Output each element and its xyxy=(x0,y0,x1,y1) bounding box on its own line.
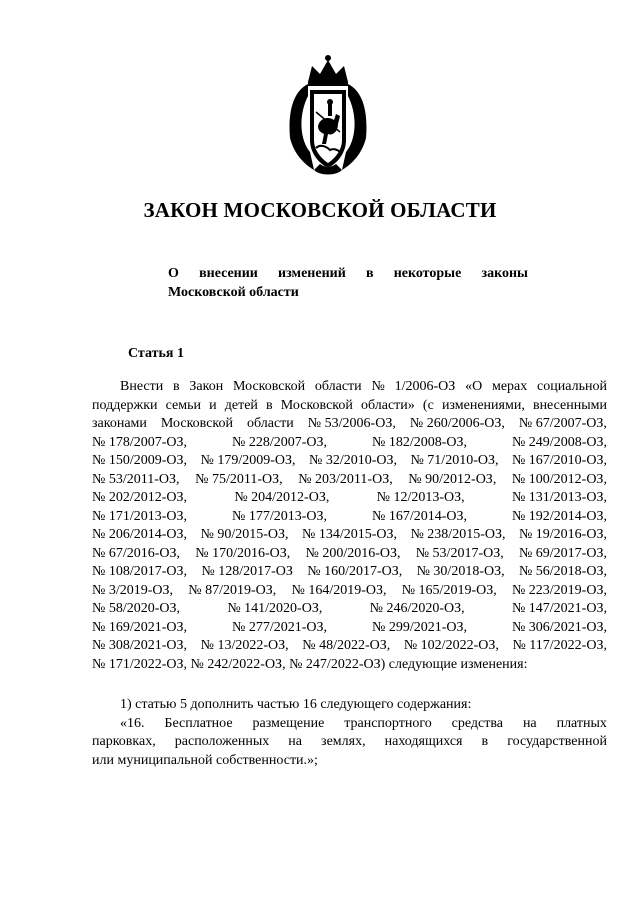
paragraph-1-line xyxy=(92,545,607,564)
paragraph-1-word: 1/2006-ОЗ xyxy=(394,379,456,394)
article-body xyxy=(92,378,607,770)
paragraph-1-word: № 147/2021-ОЗ, xyxy=(511,601,607,616)
paragraph-1-word: № 90/2012-ОЗ, xyxy=(408,471,497,487)
subtitle-line-1 xyxy=(168,264,528,283)
paragraph-1-word: (с xyxy=(422,397,434,413)
paragraph-1-word: в xyxy=(266,397,273,413)
paragraph-1-line xyxy=(92,508,607,527)
paragraph-1-word: № 179/2009-ОЗ, xyxy=(200,453,296,468)
quote-word: расположенных xyxy=(174,734,270,749)
paragraph-1-word: № 108/2017-ОЗ, xyxy=(92,564,188,579)
paragraph-1-word: № 249/2008-ОЗ, xyxy=(511,434,607,450)
paragraph-1-line xyxy=(92,397,607,416)
quote-line xyxy=(92,733,607,752)
paragraph-1-word: № 141/2020-ОЗ, xyxy=(227,601,323,616)
paragraph-1-line xyxy=(92,619,607,638)
paragraph-1-word: № 204/2012-ОЗ, xyxy=(234,490,330,505)
quote-line xyxy=(92,715,607,734)
paragraph-1-word: № 170/2016-ОЗ, xyxy=(195,545,291,561)
paragraph-1-word: в xyxy=(173,379,180,394)
paragraph-1-word: поддержки xyxy=(92,397,158,413)
paragraph-1-word: № 178/2007-ОЗ, xyxy=(92,434,188,450)
paragraph-1 xyxy=(92,378,607,656)
paragraph-1-word: № 223/2019-ОЗ, xyxy=(511,582,607,598)
quote-word: размещение xyxy=(252,715,325,731)
subtitle-word: О xyxy=(168,266,179,281)
paragraph-1-word: № 200/2016-ОЗ, xyxy=(305,545,401,561)
paragraph-1-word: Московской xyxy=(233,379,306,394)
quote-word: в xyxy=(481,734,489,749)
paragraph-1-word: № 277/2021-ОЗ, xyxy=(231,619,328,635)
paragraph-1-word: № 128/2017-ОЗ xyxy=(201,564,293,579)
paragraph-1-word: № 53/2017-ОЗ, xyxy=(415,545,504,561)
subtitle-word: изменений xyxy=(278,266,346,281)
paragraph-1-word: № 203/2011-ОЗ, xyxy=(298,471,393,487)
paragraph-1-word: Московской xyxy=(280,397,353,413)
article-heading: Статья 1 xyxy=(128,346,184,361)
paragraph-1-line xyxy=(92,637,607,656)
paragraph-1-word: № 53/2006-ОЗ, xyxy=(307,416,396,431)
paragraph-1-word: № 90/2015-ОЗ, xyxy=(200,527,289,542)
paragraph-1-word: законами xyxy=(92,416,147,431)
paragraph-1-word: № 19/2016-ОЗ, xyxy=(518,527,607,542)
subtitle-word: внесении xyxy=(199,266,258,281)
paragraph-1-word: № 100/2012-ОЗ, xyxy=(511,471,607,487)
paragraph-1-line xyxy=(92,378,607,397)
quote-word: транспортного xyxy=(344,715,432,731)
paragraph-1-word: № 202/2012-ОЗ, xyxy=(92,490,188,505)
quote-word: на xyxy=(288,734,302,749)
subtitle-word: некоторые xyxy=(393,266,462,281)
paragraph-1-line xyxy=(92,489,607,508)
paragraph-1-word: № 67/2016-ОЗ, xyxy=(92,545,181,561)
paragraph-1-word: области xyxy=(314,379,362,394)
amendment-quote-last-line: или муниципальной собственности.»; xyxy=(92,752,318,768)
paragraph-1-word: № 87/2019-ОЗ, xyxy=(188,582,277,598)
paragraph-1-word: и xyxy=(209,397,217,413)
paragraph-1-word: № 192/2014-ОЗ, xyxy=(511,508,607,524)
paragraph-1-word: № 67/2007-ОЗ, xyxy=(518,416,607,431)
paragraph-1-word: № 182/2008-ОЗ, xyxy=(371,434,468,450)
paragraph-1-line xyxy=(92,526,607,545)
subtitle-word: в xyxy=(365,266,374,281)
quote-word: Бесплатное xyxy=(164,715,233,731)
quote-word: «16. xyxy=(120,715,145,731)
paragraph-1-word: № 30/2018-ОЗ, xyxy=(416,564,505,579)
paragraph-1-last-line: № 171/2022-ОЗ, № 242/2022-ОЗ, № 247/2022-ОЗ) следующие изменения: xyxy=(92,656,528,672)
paragraph-1-word: внесенными xyxy=(532,397,607,413)
paragraph-1-word: № 260/2006-ОЗ, xyxy=(409,416,505,431)
quote-word: парковках, xyxy=(92,734,156,749)
paragraph-1-word: № 299/2021-ОЗ, xyxy=(371,619,468,635)
paragraph-1-word: мерах xyxy=(491,379,528,394)
paragraph-1-line xyxy=(92,415,607,434)
paragraph-1-word: № 206/2014-ОЗ, xyxy=(92,527,188,542)
paragraph-1-word: изменениями, xyxy=(441,397,525,413)
paragraph-1-word: № 71/2010-ОЗ, xyxy=(410,453,499,468)
paragraph-1-line xyxy=(92,600,607,619)
paragraph-1-word: социальной xyxy=(537,379,607,394)
paragraph-1-word: детей xyxy=(224,397,258,413)
law-subtitle xyxy=(168,264,528,302)
paragraph-1-word: № 48/2022-ОЗ, xyxy=(302,638,391,653)
paragraph-1-word: № 238/2015-ОЗ, xyxy=(410,527,506,542)
paragraph-1-word: № 246/2020-ОЗ, xyxy=(369,601,465,616)
paragraph-1-word: № 131/2013-ОЗ, xyxy=(511,490,607,505)
paragraph-1-word: № 53/2011-ОЗ, xyxy=(92,471,180,487)
paragraph-1-word: № 32/2010-ОЗ, xyxy=(308,453,398,468)
paragraph-1-word: № 117/2022-ОЗ, xyxy=(512,638,607,653)
paragraph-1-word: № 75/2011-ОЗ, xyxy=(195,471,283,487)
paragraph-1-word: № 160/2017-ОЗ, xyxy=(307,564,403,579)
law-title: ЗАКОН МОСКОВСКОЙ ОБЛАСТИ xyxy=(143,198,497,222)
amendment-quote xyxy=(92,715,607,752)
paragraph-1-line xyxy=(92,582,607,601)
quote-word: на xyxy=(522,715,537,731)
paragraph-1-word: № 3/2019-ОЗ, xyxy=(92,582,174,598)
paragraph-1-word: № 171/2013-ОЗ, xyxy=(92,508,188,524)
paragraph-1-word: № 306/2021-ОЗ, xyxy=(511,619,607,635)
quote-word: землях, xyxy=(321,734,366,749)
paragraph-1-word: № 308/2021-ОЗ, xyxy=(92,638,188,653)
paragraph-1-line xyxy=(92,471,607,490)
paragraph-1-word: области» xyxy=(360,397,415,413)
paragraph-1-word: № 167/2014-ОЗ, xyxy=(371,508,468,524)
subtitle-word: законы xyxy=(481,266,528,281)
paragraph-1-word: Московской xyxy=(160,416,233,431)
paragraph-1-word: № 169/2021-ОЗ, xyxy=(92,619,188,635)
paragraph-1-word: № 102/2022-ОЗ, xyxy=(403,638,499,653)
paragraph-1-word: № 164/2019-ОЗ, xyxy=(291,582,387,598)
paragraph-1-word: области xyxy=(246,416,294,431)
paragraph-1-word: № 177/2013-ОЗ, xyxy=(231,508,328,524)
subtitle-line-2: Московской области xyxy=(168,285,299,300)
paragraph-1-word: Внести xyxy=(120,379,164,394)
quote-word: находящихся xyxy=(384,734,463,749)
paragraph-1-line xyxy=(92,563,607,582)
paragraph-1-word: Закон xyxy=(189,379,224,394)
paragraph-1-word: семьи xyxy=(165,397,201,413)
quote-word: платных xyxy=(556,715,607,731)
paragraph-1-word: № 134/2015-ОЗ, xyxy=(301,527,398,542)
paragraph-1-word: № 13/2022-ОЗ, xyxy=(200,638,289,653)
paragraph-1-line xyxy=(92,434,607,453)
quote-word: государственной xyxy=(507,734,607,749)
paragraph-1-word: № 12/2013-ОЗ, xyxy=(376,490,465,505)
coat-of-arms-emblem xyxy=(284,52,372,180)
paragraph-1-word: «О xyxy=(465,379,483,394)
paragraph-1-line xyxy=(92,452,607,471)
quote-word: средства xyxy=(451,715,504,731)
paragraph-1-word: № 56/2018-ОЗ, xyxy=(518,564,607,579)
paragraph-1-word: № 165/2019-ОЗ, xyxy=(401,582,497,598)
paragraph-1-word: № 58/2020-ОЗ, xyxy=(92,601,181,616)
paragraph-1-word: № 69/2017-ОЗ, xyxy=(518,545,607,561)
paragraph-1-word: № 150/2009-ОЗ, xyxy=(92,453,188,468)
paragraph-1-word: № 228/2007-ОЗ, xyxy=(231,434,328,450)
paragraph-1-word: № xyxy=(371,379,385,394)
paragraph-1-word: № 167/2010-ОЗ, xyxy=(511,453,607,468)
amendment-item-1: 1) статью 5 дополнить частью 16 следующего содержания: xyxy=(120,697,472,712)
